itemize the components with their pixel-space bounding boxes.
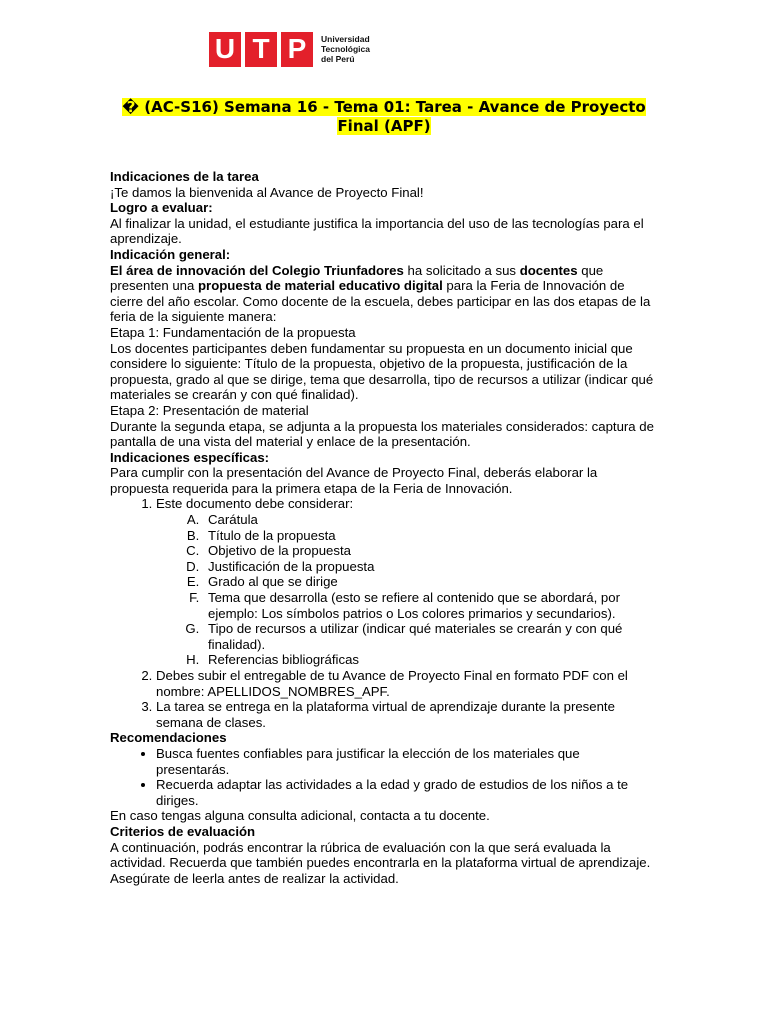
general-bold-1: El área de innovación del Colegio Triunfadores bbox=[110, 262, 404, 278]
etapa2-title: Etapa 2: Presentación de material bbox=[110, 402, 309, 418]
sublist-item: G. Tipo de recursos a utilizar (indicar qué materiales se crearán y con qué finalidad). bbox=[203, 621, 655, 652]
general-text-2: que presenten una bbox=[110, 262, 604, 294]
list-item-text: Este documento debe considerar: bbox=[156, 496, 354, 512]
logro-text: Al finalizar la unidad, el estudiante justifica la importancia del uso de las tecnologías para el aprendizaje. bbox=[110, 215, 644, 247]
general-bold-3: propuesta de material educativo digital bbox=[198, 278, 443, 294]
consulta-text: En caso tengas alguna consulta adicional, contacta a tu docente. bbox=[110, 808, 490, 824]
general-text-3: para la Feria de Innovación de cierre del año escolar. Como docente de la escuela, debes participar en las dos etapas de la feria de la siguiente manera: bbox=[110, 278, 651, 325]
welcome-text: ¡Te damos la bienvenida al Avance de Proyecto Final! bbox=[110, 184, 424, 200]
title-text: (AC-S16) Semana 16 - Tema 01: Tarea - Avance de Proyecto Final (APF) bbox=[144, 98, 646, 135]
indicaciones-heading: Indicaciones de la tarea bbox=[110, 169, 259, 184]
logo-line-2: Tecnológica bbox=[321, 44, 370, 54]
logo-line-1: Universidad bbox=[321, 34, 370, 44]
logo-line-3: del Perú bbox=[321, 54, 355, 64]
general-paragraph bbox=[110, 263, 655, 325]
sublist-item: D. Justificación de la propuesta bbox=[203, 559, 655, 575]
sublist-item: H. Referencias bibliográficas bbox=[203, 652, 655, 668]
logro-heading: Logro a evaluar: bbox=[110, 200, 213, 216]
general-heading: Indicación general: bbox=[110, 246, 231, 262]
etapa2-text: Durante la segunda etapa, se adjunta a la propuesta los materiales considerados: captura de pantalla de una vista del material y enlace de la presentación. bbox=[110, 418, 654, 450]
list-item: 2. Debes subir el entregable de tu Avance de Proyecto Final en formato PDF con el nombre: APELLIDOS_NOMBRES_APF. bbox=[156, 668, 655, 699]
criterios-heading: Criterios de evaluación bbox=[110, 823, 256, 839]
especificas-text: Para cumplir con la presentación del Avance de Proyecto Final, deberás elaborar la propuesta requerida para la primera etapa de la Feria de Innovación. bbox=[110, 465, 598, 496]
sublist-item: E. Grado al que se dirige bbox=[203, 574, 655, 590]
etapa1-text: Los docentes participantes deben fundamentar su propuesta en un documento inicial que considere lo siguiente: Título de la propuesta, objetivo de la propuesta, justificación de la propuesta, grado al que se dirige, tema que desarrolla, tipo de recursos a utilizar (indicar qué materiales se crearán y con qué finalidad). bbox=[110, 340, 654, 403]
recomendaciones-list bbox=[110, 746, 655, 808]
sublist-item: F. Tema que desarrolla (esto se refiere al contenido que se abordará, por ejemplo: Los símbolos patrios o Los colores primarios y secundarios). bbox=[203, 590, 655, 621]
recomendaciones-heading: Recomendaciones bbox=[110, 730, 227, 746]
logo-letter-p: P bbox=[281, 32, 313, 67]
especificas-heading: Indicaciones específicas: bbox=[110, 449, 270, 465]
recomendacion-item: • Busca fuentes confiables para justificar la elección de los materiales que presentarás. bbox=[156, 746, 655, 777]
general-text-1: ha solicitado a sus bbox=[403, 262, 520, 278]
title-icon: � bbox=[122, 98, 139, 116]
general-bold-2: docentes bbox=[519, 262, 578, 278]
criterios-text: A continuación, podrás encontrar la rúbrica de evaluación con la que será evaluada la actividad. Recuerda que también puedes encontrarla en la plataforma virtual de aprendizaje. Asegúrate de leerla antes de realizar la actividad. bbox=[110, 839, 651, 886]
sublist-item: A. Carátula bbox=[203, 512, 655, 528]
etapa1-title: Etapa 1: Fundamentación de la propuesta bbox=[110, 324, 356, 340]
sublist-item: B. Título de la propuesta bbox=[203, 528, 655, 544]
logo-letter-u: U bbox=[209, 32, 241, 67]
document-body bbox=[110, 169, 655, 886]
list-item: 3. La tarea se entrega en la plataforma virtual de aprendizaje durante la presente semana de clases. bbox=[156, 699, 655, 730]
logo-letter-t: T bbox=[245, 32, 277, 67]
requirements-sublist bbox=[156, 512, 655, 668]
instructions-list bbox=[110, 496, 655, 730]
utp-logo bbox=[209, 31, 370, 67]
sublist-item: C. Objetivo de la propuesta bbox=[203, 543, 655, 559]
logo-wordmark bbox=[321, 34, 370, 64]
page-title bbox=[112, 98, 656, 136]
recomendacion-item: • Recuerda adaptar las actividades a la edad y grado de estudios de los niños a te diriges. bbox=[156, 777, 655, 808]
list-item bbox=[156, 496, 655, 668]
